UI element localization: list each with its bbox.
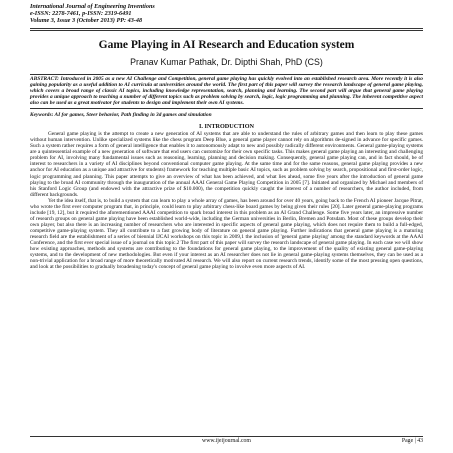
keywords-label: Keywords: (30, 112, 54, 119)
page-footer (30, 436, 423, 444)
keywords-block (30, 112, 423, 118)
paragraph: Yet the idea itself, that is, to build a system that can learn to play a whole array of games, has been around for over 40 years, going back to the French AI pioneer Jacque Pitrat, who wrote the first ever computer program that, in principle, could learn to play arbitrary chess-like board games by being given their rules [20]. Later general game-playing programs include [19, 12], but it required the aforementioned AAAI competition to spark broad interest in this problem as an AI Grand Challenge. Some five years later, an impressive number of research groups on general game playing have been established world-wide, including the German universities in Berlin, Bremen and Potsdam. Most of these groups develop their own player, but also there is an increasing number of researchers who are interested in specific aspects of general game playing, which does not require them to build a full-edged, competitive game-playing system. They all contribute to a fast growing body of literature on general game playing. Further indications that general game playing is a maturing research field are the establishment of a series of biennial IJCAI workshops on this topic in 2009,1 the inclusion of 'general game playing' among the standard keywords at the AAAI Conference, and the first ever special issue of a journal on this topic.2 The first part of this paper will survey the research landscape of general game playing. In each case we will show how existing approaches, methods and systems are contributing to the foundations for general game playing, to the improvement of the quality of existing general game-playing systems, and to the development of new methodologies. But even if your interest as an AI researcher does not lie in general game-playing systems themselves, they can be used as a non-trivial application for a broad range of more theoretically motivated AI research. We will also report on current research trends, identify some of the most pressing open questions, and look at the possibilities to gradually broadening today's concept of general game playing to involve even more aspects of AI. (30, 197, 423, 271)
abstract-label: ABSTRACT: (30, 75, 59, 82)
footer-url: www.ijeijournal.com (202, 438, 251, 444)
journal-issn: e-ISSN: 2278-7461, p-ISSN: 2319-6491 (30, 10, 132, 18)
abstract-text: Introduced in 2005 as a new AI Challenge and Competition, general game playing has quickly evolved into an established research area. More recently it is also gaining popularity as a useful addition to AI curricula at universities around the world. The first part of this paper will survey the research landscape of general game playing, which covers a broad range of classic AI topics, including knowledge representation, search, planning and learning. The second part will argue that general game playing provides a unique approach to teaching a number of different topics such as problem solving by search, logic, logic programming and planning. The inherent competitive aspect also can be used as a great motivator for students to design and implement their own AI systems. (30, 75, 423, 106)
footer-page-number: Page | 43 (401, 438, 423, 444)
paragraph: General game playing is the attempt to create a new generation of AI systems that are able to understand the rules of arbitrary games and then learn to play these games without human intervention. Unlike specialized systems like the chess program Deep Blue, a general game player cannot rely on algorithms de-signed in advance for specific games. Such a system rather requires a form of general intelligence that enables it to autonomously adapt to new and possibly radically different environments. General game-playing systems are a quintessential example of a new generation of software that end users can customize for their own specific tasks. This makes general game playing an interesting and challenging problem for AI, involving many fundamental issues such as reasoning, learning, planning and decision making. Consequently, general game playing can, and in fact should, be of interest to researchers in a variety of AI disciplines beyond conventional computer game playing. At the same time and for the same reasons, general game playing provides a new anchor for AI education as a unique and attractive for students) framework for teaching multiple basic AI topics, such as problem solving by search, propositional and first-order logic, logic programming and planning. This paper attempts to give an overview of what has been achieved, and what lies ahead, some five years after the introduction of general game playing to the broad AI community through the inauguration of the annual AAAI General Game Playing Competition in 2005 [7]. Initiated and organized by Michael and members of his Stanford Logic Group (and endowed with the attractive prize of $10.000), the competition quickly caught the interest of a number of researchers, the author included, from different backgrounds. (30, 131, 423, 198)
keywords-text: AI for games, Steer behavior, Path finding in 3d games and simulation (53, 112, 212, 119)
introduction-body (30, 131, 423, 270)
abstract-block (30, 74, 423, 109)
paper-title: Game Playing in AI Research and Education system (98, 38, 355, 51)
journal-volume: Volume 3, Issue 3 (October 2013) PP: 43-48 (30, 17, 143, 25)
journal-name: International Journal of Engineering Inventions (30, 3, 155, 10)
header-rule-thin (30, 30, 423, 31)
journal-header (30, 3, 423, 31)
paper-authors: Pranav Kumar Pathak, Dr. Dipthi Shah, PhD (CS) (130, 56, 323, 67)
section-heading-introduction: I. INTRODUCTION (198, 123, 254, 131)
header-rule (30, 28, 423, 29)
